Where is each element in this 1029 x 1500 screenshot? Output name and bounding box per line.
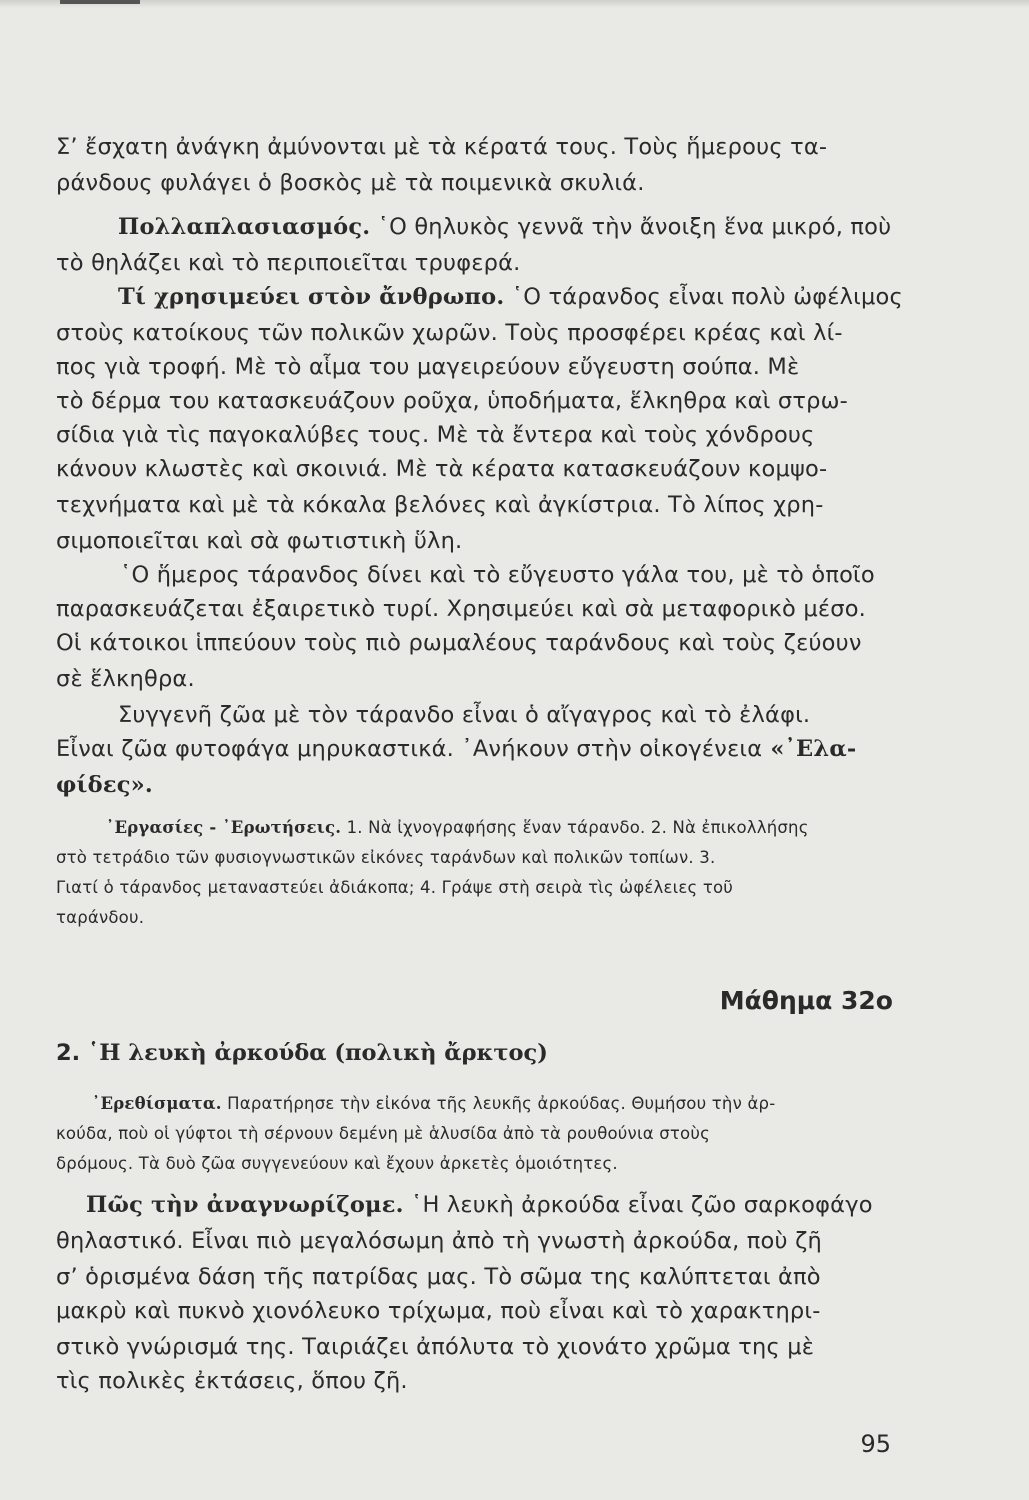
paragraph-6-line-2: θηλαστικό. Εἶναι πιὸ μεγαλόσωμη ἀπὸ τὴ γνωστὴ ἀρκούδα, ποὺ ζῆ bbox=[56, 1228, 822, 1254]
paragraph-3-line-6: κάνουν κλωστὲς καὶ σκοινιά. Μὲ τὰ κέρατα κατασκευάζουν κομψο- bbox=[56, 456, 828, 482]
paragraph-2-line-1 bbox=[118, 216, 891, 239]
paragraph-3-line-5: σίδια γιὰ τὶς παγοκαλύβες τους. Μὲ τὰ ἔντερα καὶ τοὺς χόνδρους bbox=[56, 422, 815, 448]
paragraph-3-line-2: στοὺς κατοίκους τῶν πολικῶν χωρῶν. Τοὺς προσφέρει κρέας καὶ λί- bbox=[56, 320, 843, 346]
section-heading bbox=[56, 1040, 548, 1066]
exercises-line-4: ταράνδου. bbox=[56, 908, 145, 927]
section-number: 2. bbox=[56, 1040, 81, 1066]
exercises-line-1 bbox=[106, 820, 809, 837]
paragraph-6-line-1-text: ῾Η λευκὴ ἀρκούδα εἶναι ζῶο σαρκοφάγο bbox=[403, 1192, 873, 1218]
paragraph-6-line-5: στικὸ γνώρισμά της. Ταιριάζει ἀπόλυτα τὸ χιονάτο χρῶμα της μὲ bbox=[56, 1334, 815, 1360]
stimuli-line-2: κούδα, ποὺ οἱ γύφτοι τὴ σέρνουν δεμένη μὲ ἁλυσίδα ἀπὸ τὰ ρουθούνια στοὺς bbox=[56, 1124, 710, 1143]
family-name-start: «᾿Ελα- bbox=[762, 736, 857, 762]
exercises-line-1-text: 1. Νὰ ἰχνογραφήσης ἕναν τάρανδο. 2. Νὰ ἐπικολλήσης bbox=[341, 818, 809, 837]
paragraph-2-line-1-text: ῾Ο θηλυκὸς γεννᾶ τὴν ἄνοιξη ἕνα μικρό, ποὺ bbox=[370, 214, 892, 240]
paragraph-3-heading: Τί χρησιμεύει στὸν ἄνθρωπο. bbox=[118, 284, 505, 310]
paragraph-3-line-3: πος γιὰ τροφή. Μὲ τὸ αἷμα του μαγειρεύουν εὔγευστη σούπα. Μὲ bbox=[56, 354, 800, 380]
page-top-edge bbox=[0, 0, 1029, 8]
paragraph-2-heading: Πολλαπλασιασμός. bbox=[118, 214, 371, 240]
paragraph-4-line-3: Οἱ κάτοικοι ἱππεύουν τοὺς πιὸ ρωμαλέους ταράνδους καὶ τοὺς ζεύουν bbox=[56, 630, 862, 656]
paragraph-5-line-2 bbox=[56, 738, 856, 761]
paragraph-6-heading: Πῶς τὴν ἀναγνωρίζομε. bbox=[86, 1192, 404, 1218]
paragraph-6-line-6: τὶς πολικὲς ἐκτάσεις, ὅπου ζῆ. bbox=[56, 1368, 408, 1394]
paragraph-6-line-4: μακρὺ καὶ πυκνὸ χιονόλευκο τρίχωμα, ποὺ εἶναι καὶ τὸ χαρακτηρι- bbox=[56, 1298, 821, 1324]
paragraph-3-line-1 bbox=[118, 286, 903, 309]
section-title: ῾Η λευκὴ ἀρκούδα (πολικὴ ἄρκτος) bbox=[80, 1040, 548, 1066]
paragraph-3-line-4: τὸ δέρμα του κατασκευάζουν ροῦχα, ὑποδήματα, ἕλκηθρα καὶ στρω- bbox=[56, 388, 848, 414]
stimuli-line-1 bbox=[92, 1096, 775, 1113]
family-name-end: φίδες». bbox=[56, 772, 153, 798]
paragraph-4-line-1: ῾Ο ἥμερος τάρανδος δίνει καὶ τὸ εὔγευστο γάλα του, μὲ τὸ ὁποῖο bbox=[120, 562, 875, 588]
paragraph-3-line-1-text: ῾Ο τάρανδος εἶναι πολὺ ὠφέλιμος bbox=[504, 284, 903, 310]
paragraph-2-line-2: τὸ θηλάζει καὶ τὸ περιποιεῖται τρυφερά. bbox=[56, 250, 521, 276]
paragraph-4-line-4: σὲ ἕλκηθρα. bbox=[56, 666, 195, 692]
paragraph-5-line-1: Συγγενῆ ζῶα μὲ τὸν τάρανδο εἶναι ὁ αἴγαγρος καὶ τὸ ἐλάφι. bbox=[118, 702, 811, 728]
lesson-title: Μάθημα 32ο bbox=[719, 986, 893, 1015]
stimuli-heading: ᾿Ερεθίσματα. bbox=[92, 1094, 222, 1113]
paragraph-1-line-1: Σ’ ἔσχατη ἀνάγκη ἀμύνονται μὲ τὰ κέρατά τους. Τοὺς ἥμερους τα- bbox=[56, 134, 828, 160]
paragraph-3-line-7: τεχνήματα καὶ μὲ τὰ κόκαλα βελόνες καὶ ἀγκίστρια. Τὸ λίπος χρη- bbox=[56, 492, 824, 518]
stimuli-line-1-text: Παρατήρησε τὴν εἰκόνα τῆς λευκῆς ἀρκούδας. Θυμήσου τὴν ἀρ- bbox=[221, 1094, 776, 1113]
paragraph-6-line-3: σ’ ὁρισμένα δάση τῆς πατρίδας μας. Τὸ σῶμα της καλύπτεται ἀπὸ bbox=[56, 1264, 821, 1290]
paragraph-3-line-8: σιμοποιεῖται καὶ σὰ φωτιστικὴ ὕλη. bbox=[56, 528, 463, 554]
exercises-line-2: στὸ τετράδιο τῶν φυσιογνωστικῶν εἰκόνες ταράνδων καὶ πολικῶν τοπίων. 3. bbox=[56, 848, 716, 867]
paragraph-1-line-2: ράνδους φυλάγει ὁ βοσκὸς μὲ τὰ ποιμενικὰ σκυλιά. bbox=[56, 170, 645, 196]
top-edge-mark bbox=[60, 0, 140, 4]
exercises-heading: ᾿Εργασίες - ᾿Ερωτήσεις. bbox=[106, 818, 342, 837]
paragraph-6-line-1 bbox=[86, 1194, 873, 1217]
stimuli-line-3: δρόμους. Τὰ δυὸ ζῶα συγγενεύουν καὶ ἔχουν ἀρκετὲς ὁμοιότητες. bbox=[56, 1154, 618, 1173]
page-number: 95 bbox=[860, 1430, 891, 1458]
exercises-line-3: Γιατί ὁ τάρανδος μεταναστεύει ἀδιάκοπα; 4. Γράψε στὴ σειρὰ τὶς ὠφέλειες τοῦ bbox=[56, 878, 734, 897]
paragraph-5-line-2-text: Εἶναι ζῶα φυτοφάγα μηρυκαστικά. ᾿Ανήκουν στὴν οἰκογένεια bbox=[56, 736, 763, 762]
paragraph-4-line-2: παρασκευάζεται ἐξαιρετικὸ τυρί. Χρησιμεύει καὶ σὰ μεταφορικὸ μέσο. bbox=[56, 596, 867, 622]
